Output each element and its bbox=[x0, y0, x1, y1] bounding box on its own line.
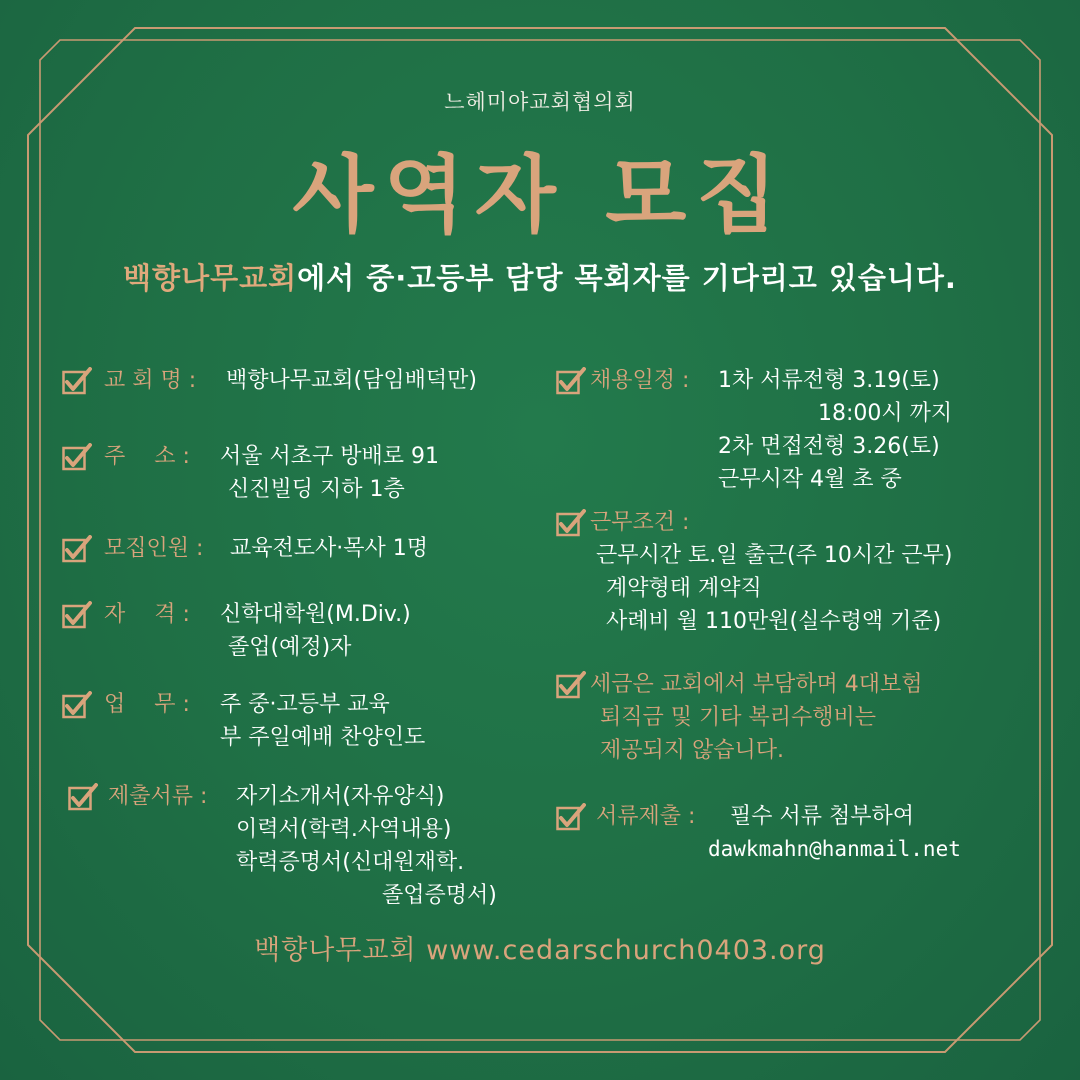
checkbox-icon bbox=[62, 367, 92, 395]
address-label: 주 소 : bbox=[104, 444, 190, 469]
duty-label: 업 무 : bbox=[104, 692, 190, 717]
qualification-label: 자 격 : bbox=[104, 602, 190, 627]
page-title: 사역자 모집 bbox=[292, 145, 788, 244]
subtitle-text: 에서 중·고등부 담당 목회자를 기다리고 있습니다. bbox=[297, 261, 957, 295]
recruit-label: 모집인원 : bbox=[104, 536, 204, 561]
duty-line-1: 주 중·고등부 교육 bbox=[220, 692, 390, 717]
schedule-label: 채용일정 : bbox=[590, 368, 690, 393]
submit-label: 서류제출 : bbox=[596, 804, 696, 829]
footer bbox=[0, 928, 1080, 967]
submit-email[interactable]: dawkmahn@hanmail.net bbox=[708, 837, 961, 861]
schedule-line-4: 근무시작 4월 초 중 bbox=[718, 467, 902, 492]
documents-line-4: 졸업증명서) bbox=[382, 883, 497, 908]
schedule-line-2: 18:00시 까지 bbox=[818, 401, 953, 426]
checkbox-icon bbox=[556, 671, 586, 699]
documents-label: 제출서류 : bbox=[108, 784, 208, 809]
duty-line-2: 부 주일예배 찬양인도 bbox=[220, 725, 426, 750]
subtitle-church: 백향나무교회 bbox=[123, 261, 298, 295]
organization-name: 느헤미야교회협의회 bbox=[444, 90, 636, 114]
qualification-line-1: 신학대학원(M.Div.) bbox=[220, 602, 411, 627]
recruit-value: 교육전도사·목사 1명 bbox=[230, 536, 428, 561]
schedule-line-1: 1차 서류전형 3.19(토) bbox=[718, 368, 940, 393]
conditions-line-1: 근무시간 토.일 출근(주 10시간 근무) bbox=[596, 543, 953, 568]
checkbox-icon bbox=[556, 509, 586, 537]
conditions-label: 근무조건 : bbox=[590, 510, 690, 535]
checkbox-icon bbox=[62, 691, 92, 719]
subtitle bbox=[0, 256, 1080, 297]
checkbox-icon bbox=[68, 783, 98, 811]
schedule-line-3: 2차 면접전형 3.26(토) bbox=[718, 434, 940, 459]
checkbox-icon bbox=[62, 535, 92, 563]
footer-url[interactable]: www.cedarschurch0403.org bbox=[426, 935, 826, 966]
conditions-line-3: 사례비 월 110만원(실수령액 기준) bbox=[606, 609, 942, 634]
submit-line-1: 필수 서류 첨부하여 bbox=[730, 804, 915, 829]
documents-line-1: 자기소개서(자유양식) bbox=[236, 784, 445, 809]
checkbox-icon bbox=[556, 367, 586, 395]
tax-line-2: 퇴직금 및 기타 복리수행비는 bbox=[600, 705, 877, 730]
documents-line-2: 이력서(학력.사역내용) bbox=[236, 817, 452, 842]
footer-church: 백향나무교회 bbox=[254, 935, 417, 966]
checkbox-icon bbox=[62, 601, 92, 629]
checkbox-icon bbox=[62, 443, 92, 471]
documents-line-3: 학력증명서(신대원재학. bbox=[236, 850, 465, 875]
address-line-2: 신진빌딩 지하 1층 bbox=[228, 477, 405, 502]
tax-line-3: 제공되지 않습니다. bbox=[600, 738, 785, 763]
address-line-1: 서울 서초구 방배로 91 bbox=[220, 444, 439, 469]
qualification-line-2: 졸업(예정)자 bbox=[228, 635, 352, 660]
tax-line-1: 세금은 교회에서 부담하며 4대보험 bbox=[590, 672, 923, 697]
checkbox-icon bbox=[556, 803, 586, 831]
church-name-value: 백향나무교회(담임배덕만) bbox=[226, 368, 477, 393]
conditions-line-2: 계약형태 계약직 bbox=[606, 576, 762, 601]
church-name-label: 교 회 명 : bbox=[104, 368, 197, 393]
